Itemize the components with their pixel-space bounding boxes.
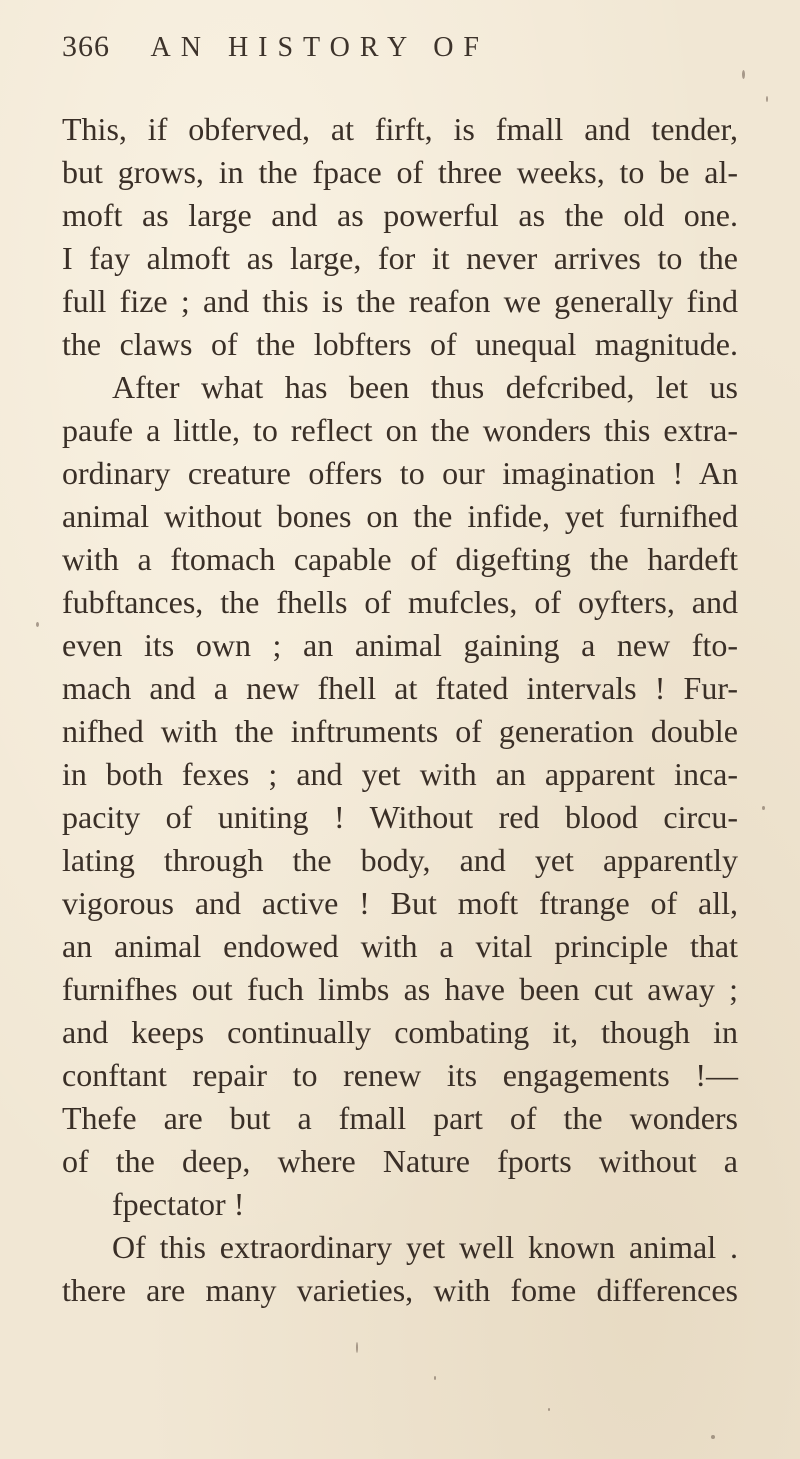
running-title: AN HISTORY OF xyxy=(150,32,489,63)
page-number: 366 xyxy=(62,30,110,63)
text-line: pacity of uniting ! Without red blood circu- xyxy=(62,799,738,835)
body-text xyxy=(62,108,738,1312)
text-line: full fize ; and this is the reafon we generally find xyxy=(62,283,738,319)
text-line: there are many varieties, with fome differences xyxy=(62,1272,738,1308)
text-line: but grows, in the fpace of three weeks, to be al- xyxy=(62,154,738,190)
paper-speck xyxy=(548,1408,550,1411)
text-line: mach and a new fhell at ftated intervals ! Fur- xyxy=(62,670,738,706)
text-line: nifhed with the inftruments of generation double xyxy=(62,713,738,749)
text-line: moft as large and as powerful as the old one. xyxy=(62,197,738,233)
paper-speck xyxy=(434,1376,436,1380)
text-line: ordinary creature offers to our imagination ! An xyxy=(62,455,738,491)
text-line: in both fexes ; and yet with an apparent inca- xyxy=(62,756,738,792)
paper-speck xyxy=(742,70,745,79)
text-line: of the deep, where Nature fports without a xyxy=(62,1143,738,1179)
text-line: with a ftomach capable of digefting the hardeft xyxy=(62,541,738,577)
text-line: This, if obferved, at firft, is fmall and tender, xyxy=(62,111,738,147)
page-header xyxy=(62,30,489,64)
text-line: fpectator ! xyxy=(112,1186,245,1222)
text-line: furnifhes out fuch limbs as have been cut away ; xyxy=(62,971,738,1007)
text-line: the claws of the lobfters of unequal magnitude. xyxy=(62,326,738,362)
text-line: After what has been thus defcribed, let us xyxy=(112,369,738,405)
text-line: animal without bones on the infide, yet furnifhed xyxy=(62,498,738,534)
paper-speck xyxy=(711,1435,715,1439)
text-line: Of this extraordinary yet well known animal . xyxy=(112,1229,738,1265)
paper-speck xyxy=(36,622,39,627)
paper-speck xyxy=(356,1342,358,1353)
text-line: Thefe are but a fmall part of the wonders xyxy=(62,1100,738,1136)
text-line: and keeps continually combating it, though in xyxy=(62,1014,738,1050)
text-line: even its own ; an animal gaining a new fto- xyxy=(62,627,738,663)
text-line: lating through the body, and yet apparently xyxy=(62,842,738,878)
text-line: fubftances, the fhells of mufcles, of oyfters, and xyxy=(62,584,738,620)
text-line: paufe a little, to reflect on the wonders this extra- xyxy=(62,412,738,448)
text-line: vigorous and active ! But moft ftrange of all, xyxy=(62,885,738,921)
paper-speck xyxy=(762,806,765,810)
paper-speck xyxy=(766,96,768,102)
text-line: an animal endowed with a vital principle that xyxy=(62,928,738,964)
text-line: I fay almoft as large, for it never arrives to the xyxy=(62,240,738,276)
text-line: conftant repair to renew its engagements !— xyxy=(62,1057,738,1093)
